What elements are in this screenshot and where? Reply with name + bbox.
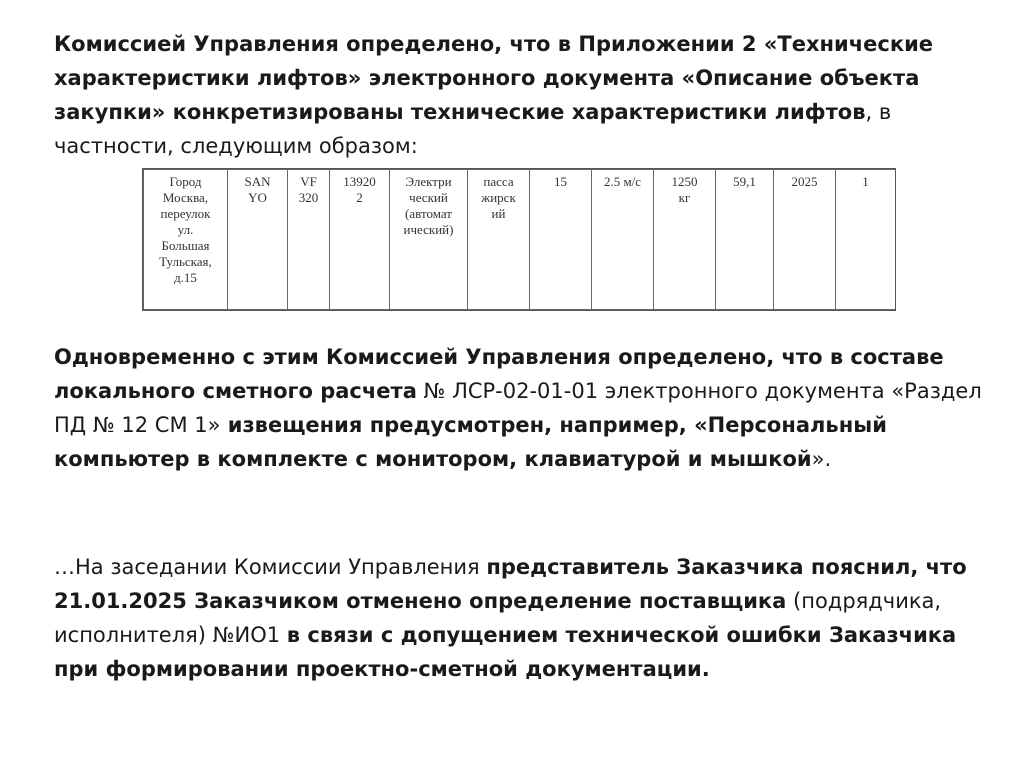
p3-normal-text-1: …На заседании Комиссии Управления — [54, 555, 487, 579]
paragraph-customer-explanation — [54, 550, 984, 686]
cell-floors: 15 — [530, 170, 592, 310]
p3-bold-text-1: представитель Заказчика пояснил, что 21.01.2025 Заказчиком отменено определение поставщика — [54, 555, 967, 613]
cell-lift-type: пасса жирск ий — [468, 170, 530, 310]
p3-bold-text-2: в связи с допущением технической ошибки Заказчика при формировании проектно-сметной документации. — [54, 623, 957, 681]
cell-quantity: 1 — [836, 170, 896, 310]
p1-normal-text: , в частности, следующим образом: — [54, 100, 892, 158]
cell-address: Город Москва, переулок ул. Большая Тульская, д.15 — [144, 170, 228, 310]
table-row — [144, 170, 896, 310]
p2-bold-text-2: извещения предусмотрен, например, «Персональный компьютер в комплекте с монитором, клавиатурой и мышкой — [54, 413, 887, 471]
cell-capacity: 1250 кг — [654, 170, 716, 310]
lift-spec-table — [142, 168, 896, 311]
cell-speed: 2.5 м/с — [592, 170, 654, 310]
cell-model: VF 320 — [288, 170, 330, 310]
p1-bold-text: Комиссией Управления определено, что в Приложении 2 «Технические характеристики лифтов» электронного документа «Описание объекта закупки» конкретизированы технические характеристики лифтов — [54, 32, 934, 124]
cell-drive-type: Электри ческий (автомат ический) — [390, 170, 468, 310]
paragraph-commission-finding — [54, 27, 984, 163]
paragraph-estimate-finding — [54, 340, 984, 476]
p3-normal-text-2: (подрядчика, исполнителя) №ИО1 — [54, 589, 942, 647]
cell-year: 2025 — [774, 170, 836, 310]
cell-serial: 13920 2 — [330, 170, 390, 310]
p2-normal-text-2: ». — [811, 447, 832, 471]
cell-height: 59,1 — [716, 170, 774, 310]
p2-bold-text-1: Одновременно с этим Комиссией Управления определено, что в составе локального сметного расчета — [54, 345, 944, 403]
cell-manufacturer: SAN YO — [228, 170, 288, 310]
p2-normal-text-1: № ЛСР-02-01-01 электронного документа «Раздел ПД № 12 СМ 1» — [54, 379, 982, 437]
